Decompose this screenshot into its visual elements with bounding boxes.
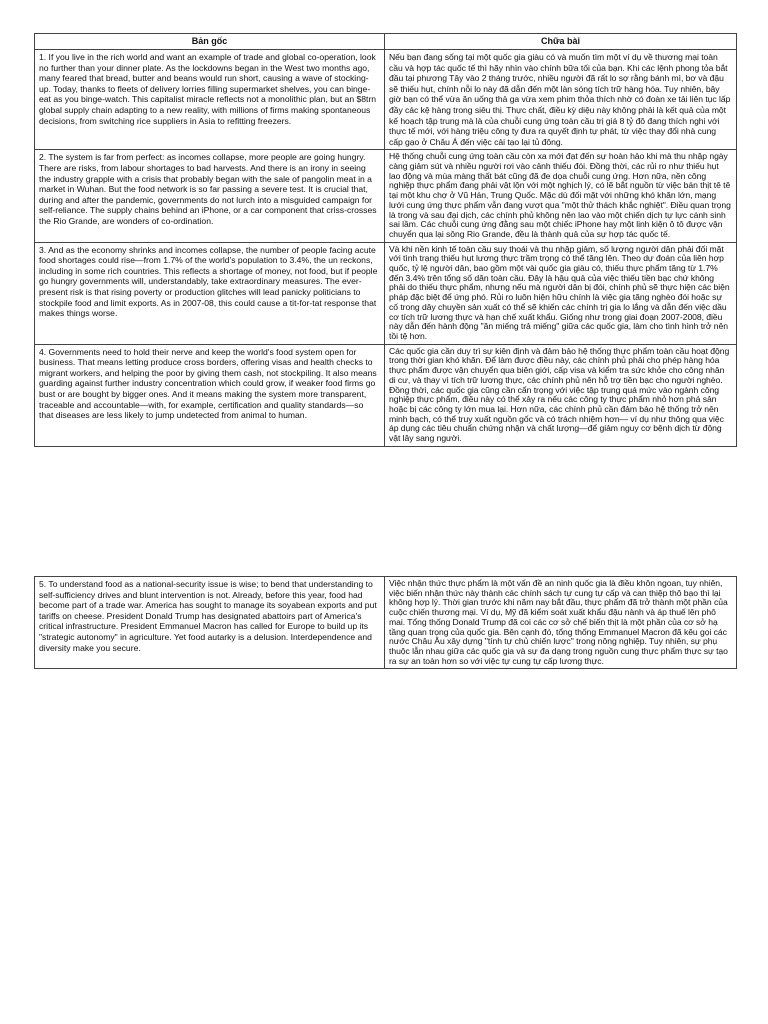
header-row [35,34,737,50]
header-corrected: Chữa bài [385,34,737,50]
corrected-paragraph-4: Các quốc gia cần duy trì sự kiên định và đảm bảo hệ thống thực phẩm toàn cầu hoạt động trong thời gian khó khăn. Để làm được điều này, các chính phủ phải cho phép hàng hóa thực phẩm được vận chuyển qua biên giới, cấp visa và kiểm tra sức khỏe cho công nhân di cư, và thay vì tích trữ lương thực, các chính phủ nên hỗ trợ tiền bạc cho người nghèo. Đồng thời, các quốc gia cũng cần cẩn trọng với việc tập trung quá mức vào ngành công nghiệp thực phẩm, điều này có thể xảy ra nếu các công ty thực phẩm nhỏ hơn phá sản hoặc bị các công ty lớn mua lại. Hơn nữa, các chính phủ cần đảm bảo hệ thống trở nên minh bạch, có thể truy xuất nguồn gốc và có trách nhiệm hơn— ví dụ như thông qua việc áp dụng các tiêu chuẩn chứng nhận và chất lượng—để giảm nguy cơ bệnh dịch từ động vật lây sang người. [385,344,737,446]
translation-table [34,33,737,447]
table-row [35,50,737,150]
table-row [35,344,737,446]
corrected-paragraph-5: Việc nhận thức thực phẩm là một vấn đề an ninh quốc gia là điều khôn ngoan, tuy nhiên, việc biến nhận thức này thành các chính sách tự cung tự cấp và can thiệp thô bạo thì lại không hợp lý. Thời gian trước khi năm nay bắt đầu, thực phẩm đã trở thành một phần của cuộc chiến thương mại. Ví dụ, Mỹ đã kiểm soát xuất khẩu đậu nành và áp thuế lên phô mai. Tổng thống Donald Trump đã coi các cơ sở chế biến thịt là một phần của cơ sở hạ tầng quan trọng của quốc gia. Bên cạnh đó, tổng thống Emmanuel Macron đã kêu gọi các nước Châu Âu xây dựng "tính tự chủ chiến lược" trong nông nghiệp. Tuy nhiên, sự phụ thuộc lẫn nhau giữa các quốc gia và sự đa dạng trong nguồn cung thực phẩm thực sự tạo ra sự an toàn hơn so với việc tự cung tự cấp lương thực. [385,577,737,669]
corrected-paragraph-3: Và khi nền kinh tế toàn cầu suy thoái và thu nhập giảm, số lượng người dân phải đối mặt với tình trạng thiếu hụt lương thực trầm trọng có thể tăng lên. Theo dự đoán của liên hợp quốc, tỷ lệ người dân, bao gồm một vài quốc gia giàu có, thiếu thực phẩm tăng từ 1.7% đến 3.4% trên tổng số dân toàn cầu. Đây là hậu quả của việc thiếu tiền bạc chứ không phải do thiếu thực phẩm, nhưng nếu mà người dân bị đói, chính phủ sẽ thực hiện các biện pháp đặc biệt để ứng phó. Rủi ro luôn hiện hữu chính là việc gia tăng nghèo đói hoặc sự cố trong dây chuyền sản xuất có thể sẽ khiến các chính trị gia lo lắng và dẫn đến việc dầu cơ tích trữ lương thực và hạn chế xuất khẩu. Giống như trong giai đoạn 2007-2008, điều này dẫn đến hành động "ăn miếng trả miếng" giữa các quốc gia, làm cho tình hình trở nên tồi tệ hơn. [385,242,737,344]
original-paragraph-3: 3. And as the economy shrinks and incomes collapse, the number of people facing acute food shortages could rise—from 1.7% of the world's population to 3.4%, the un reckons, including in some rich countries. This reflects a shortage of money, not food, but if people go hungry governments will, understandably, take extraordinary measures. The ever-present risk is that rising poverty or production glitches will lead panicky politicians to stockpile food and limit exports. As in 2007-08, this could cause a tit-for-tat response that makes things worse. [35,242,385,344]
table-row [35,577,737,669]
table-row [35,242,737,344]
original-paragraph-5: 5. To understand food as a national-security issue is wise; to bend that understanding to self-sufficiency drives and blunt intervention is not. Already, before this year, food had become part of a trade war. America has sought to manage its soyabean exports and put tariffs on cheese. President Donald Trump has designated abattoirs part of America's critical infrastructure. President Emmanuel Macron has called for Europe to build up its "strategic autonomy" in agriculture. Yet food autarky is a delusion. Interdependence and diversity make you secure. [35,577,385,669]
table-row [35,150,737,242]
original-paragraph-1: 1. If you live in the rich world and want an example of trade and global co-operation, look no further than your dinner plate. As the lockdowns began in the West two months ago, many feared that bread, butter and beans would run short, causing a wave of stocking-up. Today, thanks to fleets of delivery lorries filling supermarket shelves, you can binge-eat as you binge-watch. This capitalist miracle reflects not a monolithic plan, but an $8trn global supply chain adapting to a new reality, with millions of firms making spontaneous decisions, from switching rice suppliers in Asia to refitting freezers. [35,50,385,150]
translation-table-continued [34,576,737,669]
header-original: Bản gốc [35,34,385,50]
corrected-paragraph-1: Nếu bạn đang sống tại một quốc gia giàu có và muốn tìm một ví dụ về thương mại toàn cầu và hợp tác quốc tế thì hãy nhìn vào chính bữa tối của bạn. Khi các lệnh phong tỏa bắt đầu tại phương Tây vào 2 tháng trước, nhiều người đã rất lo sợ rằng bánh mì, bơ và đậu sẽ thiếu hụt, chính nỗi lo này đã dẫn đến một làn sóng tích trữ hàng hóa. Tuy nhiên, bây giờ bạn có thể vừa ăn uống thả ga vừa xem phim thỏa thích nhờ có đoàn xe tải liên tục lấp đầy các kệ hàng trong siêu thị. Thực chất, điều kỳ diệu này không phải là kết quả của một kế hoạch tập trung mà là của chuỗi cung ứng toàn cầu trị giá 8 tỷ đô đang thích nghi với thực tế mới, với hàng triệu công ty đưa ra quyết định tự phát, từ việc thay đổi nhà cung cấp gạo ở Châu Á đến việc cải tạo lại tủ đông. [385,50,737,150]
corrected-paragraph-2: Hệ thống chuỗi cung ứng toàn cầu còn xa mới đạt đến sự hoàn hảo khi mà thu nhập ngày càng giảm sút và nhiều người rơi vào cảnh thiếu đói. Đồng thời, các rủi ro như thiếu hụt lao động và mùa màng thất bát cũng đã đe dọa chuỗi cung ứng. Hơn nữa, nền công nghiệp thực phẩm đang phải vật lộn với một nghịch lý, có lẽ bắt nguồn từ việc bán thịt tê tê tại một khu chợ ở Vũ Hán, Trung Quốc. Mặc dù đối mặt với những khó khăn lớn, mạng lưới cung ứng thực phẩm vẫn đang vượt qua "một thử thách khắc nghiệt". Điều quan trọng là trong và sau đại dịch, các chính phủ không nên lao vào một chiến dịch tự lực cánh sinh sai lầm. Các chuỗi cung ứng đằng sau một chiếc iPhone hay một linh kiện ô tô được vận chuyển qua lại sông Rio Grande, đều là thành quả của sự hợp tác quốc tế. [385,150,737,242]
original-paragraph-4: 4. Governments need to hold their nerve and keep the world's food system open for business. That means letting produce cross borders, offering visas and health checks to migrant workers, and helping the poor by giving them cash, not stockpiling. It also means guarding against further industry concentration which could grow, if weaker food firms go bust or are bought by bigger ones. And it means making the system more transparent, traceable and accountable—with, for example, certification and quality standards—so that diseases are less likely to jump undetected from animal to human. [35,344,385,446]
original-paragraph-2: 2. The system is far from perfect: as incomes collapse, more people are going hungry. There are risks, from labour shortages to bad harvests. And there is an irony in seeing the industry grapple with a crisis that probably began with the sale of pangolin meat in a market in Wuhan. But the food network is so far passing a severe test. It is crucial that, during and after the pandemic, governments do not lurch into a misguided campaign for self-reliance. The supply chains behind an iPhone, or a car component that criss-crosses the Rio Grande, are wonders of co-ordination. [35,150,385,242]
